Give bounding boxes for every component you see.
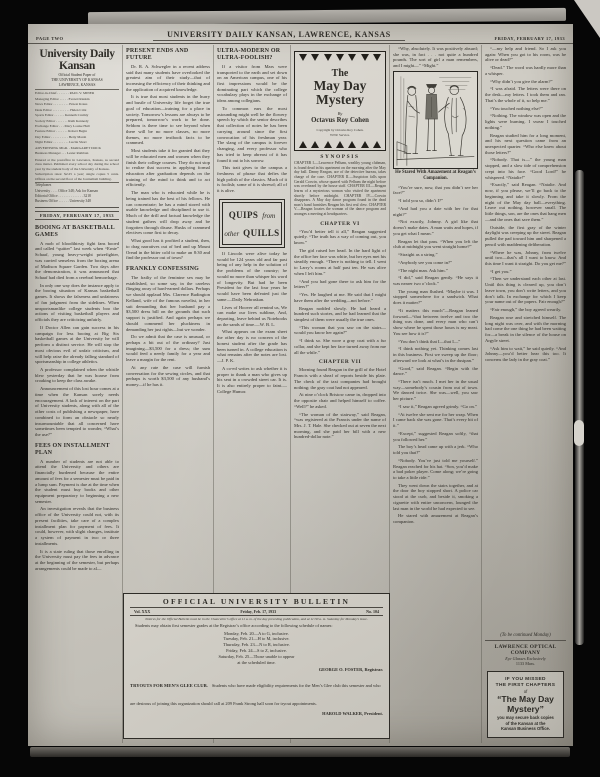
fineprint-line: Entered at the postoffice in Lawrence, Kansas, as second class matter. Published every school day during the school year by the student body of the University of Kansas. bbox=[35, 157, 119, 171]
serial-byline-label: By bbox=[337, 111, 343, 117]
masthead-fineprint bbox=[35, 158, 119, 182]
ad-serial-title: “The May Day Mystery” bbox=[497, 694, 554, 714]
staff-line: Feature Editor . . . . . . . Robert Begin bbox=[35, 129, 88, 134]
story-paragraph: “And had you a date with her for that night?” bbox=[393, 205, 478, 217]
staff-line: ADVERTISING MGR. . MARGARET DOCK bbox=[35, 145, 102, 150]
telephone-block bbox=[35, 182, 119, 205]
registrar-signature: GEORGE O. FOSTER, Registrar. bbox=[318, 667, 383, 673]
editorial-paragraph: It is a state ruling that those enrolling in the University must pay the fees in advance at the beginning of the semester, but perhaps arrangements could be made to al— bbox=[35, 548, 119, 571]
story-paragraph: Reagan rose and stretched himself. The long night was over, and with the morning had come the one thing he had been waiting for—a break in the silence of the house on Argyle street. bbox=[485, 314, 566, 343]
editorial-body bbox=[217, 64, 287, 194]
story-paragraph: “Where he was, Johnny, from twelve until two—that’s all I want to know. And this time I want it straight. Do you get me?” bbox=[485, 249, 566, 266]
story-paragraph: “I saw it,” Reagan agreed grimly. “Go on.” bbox=[398, 403, 478, 409]
editorial-paragraph: At any rate the case will furnish conversation for the sewing circles, and that perhaps is worth $3,500 of any husband’s money—if he has it. bbox=[126, 364, 210, 388]
staff-line: Sports Editor . . . . . . Kenneth Crumly bbox=[35, 113, 89, 118]
glee-club-text: Students who have made eligibility requirements for the Men’s Glee club this semester and who are desirous of joining this organization should call at 209 Frank Strong hall soon for tryout appointments. bbox=[130, 683, 381, 707]
story-paragraph: “Yes. He laughed at me. He said that I might have them after the wedding—not before.” bbox=[294, 292, 386, 303]
bulletin-number: No. 104 bbox=[366, 609, 379, 614]
story-paragraph: “I told you so, didn’t I?” bbox=[398, 198, 444, 204]
issue-date: FRIDAY, FEBRUARY 17, 1933 bbox=[494, 36, 565, 41]
story-paragraph: “Exactly,” said Reagan. “Natalie. And now, if you please, we’ll go back to the beginning and take it slowly. From the night of the May day ball—everything. Leave out nothing, however small. The little things, son, are the ones that hang men—and the ones that save them.” bbox=[485, 182, 566, 222]
phone-line: University . . . . Office 348; Ask for Kansan bbox=[35, 188, 98, 193]
story-text bbox=[294, 367, 386, 440]
editorial-paragraph: Announcement of this lost hour comes at a time when the Kansan sorely needs encouragement. A lack of interest on the part of University students, along with all of the other costs of publishing a newspaper, have combined to form an obstacle so nearly insurmountable that all concerned have sometimes been tempted to wonder, “What’s the use?” bbox=[35, 386, 119, 438]
fineprint-line: Subscription rates: $2.25 a year; single copies 5 cents. Offices on the second floor of the Journalism building. bbox=[35, 172, 119, 181]
chapter-heading: CHAPTER VII bbox=[318, 359, 362, 366]
continued-notice: (To be continued Monday) bbox=[500, 632, 551, 638]
story-paragraph: “I think so. She wore a gray coat with a fur collar, and she kept her face turned away from me all the while.” bbox=[294, 338, 386, 355]
editorial-paragraph: Dr. R. A. Schwegler in a recent address said that many students have overlooked the greatest aim of their study—that of increasing the efficiency of their thinking and the application of acquired knowledge. bbox=[126, 63, 210, 92]
story-paragraph: “Nobody. That is—” the young man stopped, and a slow tide of comprehension crept into his face. “Good Lord!” he whispered. “Natalie!” bbox=[485, 157, 566, 180]
ad-line: IF YOU MISSED bbox=[505, 676, 546, 682]
story-paragraph: Reagan nodded slowly. He had heard a hundred such stories, and he had learned that the simplest of them were usually the true ones. bbox=[294, 305, 386, 322]
running-header bbox=[28, 24, 573, 44]
triangle-border-bottom bbox=[295, 139, 385, 150]
quips-title-word: QUIPS bbox=[228, 209, 259, 220]
story-paragraph: At nine o’clock Bristow came in, dropped into the opposite chair and helped himself to coffee. “Well?” he asked. bbox=[294, 392, 386, 409]
staff-roster bbox=[35, 89, 119, 156]
story-paragraph: “Not exactly, Johnny. A girl like that doesn’t make dates. A man waits and hopes, if you get what I mean.” bbox=[393, 219, 478, 236]
serial-title-line: The bbox=[331, 68, 349, 79]
phone-line: Telephones bbox=[35, 183, 52, 188]
editorial-paragraph: An investigation reveals that the business office of the University could not, with its present facilities, take care of a complex installment plan for payment of fees. It could, however, with slight changes, institute a system of payment in two or three installments. bbox=[35, 506, 119, 546]
bulletin-note: Notices for the Official Bulletin must be in the Chancellor’s office at 11 a. m. of the day preceding publication, and at 11:30 a. m. Saturday for Monday’s issue. bbox=[145, 617, 368, 621]
editorial-body bbox=[126, 64, 210, 261]
story-paragraph: They went down the stairs together, and at the door the boy stopped short. A police car stood at the curb, and beside it, smoking a cigarette with entire unconcern, lounged the last man in the world he had expected to see. bbox=[393, 482, 478, 511]
chapter-heading: CHAPTER VI bbox=[320, 220, 360, 227]
serial-title-line: May Day bbox=[313, 78, 367, 93]
editorial-paragraph: Most students take it for granted that they will be educated men and women when they finish their college courses. They do not stop to realize that success in applying formal education after graduation depends on the training of the mind to think and to act efficiently. bbox=[126, 148, 210, 188]
paper-bottom-curl bbox=[30, 747, 570, 757]
quip-paragraph: Lives of Hoover all remind us, We can make our lives sublime, And, departing, leave behind us Notebooks on the sands of time.—W. B. L. bbox=[217, 304, 287, 327]
newspaper-page bbox=[28, 24, 573, 746]
story-paragraph: “Why, absolutely. It was positively absurd; she was, in fact . . . not quite a hundred pounds. The sort of girl a man remembers, and I might—” “Might.” bbox=[393, 46, 478, 69]
story-paragraph: “Ask him to wait,” he said quietly. “And Johnny—you’d better hear this too. It concerns the lady in the gray coat.” bbox=[485, 345, 566, 362]
quips-box-inner bbox=[222, 202, 282, 245]
staff-line: Managing Editor . . . . . Everett Rankin bbox=[35, 96, 90, 101]
serial-promo-box bbox=[294, 51, 386, 151]
quips-title-word: other bbox=[224, 229, 240, 238]
story-paragraph: “The night man. Ask him.” bbox=[398, 267, 448, 273]
masthead-subtitle-line: Official Student Paper of bbox=[58, 73, 96, 77]
quip-items bbox=[217, 251, 287, 395]
quip-paragraph: What appears on the exam sheet the other day is no concern of the honest student after the grade has been turned in. A college education is what remains after the notes are lost.—J. P. K. bbox=[217, 329, 287, 364]
paper-top-curl bbox=[88, 8, 566, 25]
bulletin-date: Friday, Feb. 17, 1933 bbox=[240, 609, 277, 614]
story-paragraph: “This woman that you saw on the stairs—would you know her again?” bbox=[294, 324, 386, 336]
column-6-serial-end-ads bbox=[481, 45, 569, 743]
editorial-paragraph: If a visitor from Mars were transported to the earth and set down on an American campus, one of his first impressions would be the dominating part which the college vocabulary plays in the exchange of ideas among collegians. bbox=[217, 63, 287, 104]
staff-line: Society Editor . . . . . . . Ruth Kennedy bbox=[35, 118, 89, 123]
optical-company-ad bbox=[485, 640, 566, 666]
serial-copyright: Copyright by Octavus Roy Cohen. WNU Service. bbox=[316, 128, 364, 137]
masthead-title: University Daily Kansan bbox=[39, 48, 115, 72]
editorial-paragraph: Do we admit that the case is unusual, or perhaps a bit out of the ordinary? Just imagining—$3,500 for a dress; the sum would feed a needy family for a year and leave a margin for the rent. bbox=[126, 334, 210, 363]
editorial-paragraph: What good has it profited a student, then, to drag narratives out of bed and up Mount Oread in the bitter cold to make an 8:30 and find the professor out of town? bbox=[126, 238, 210, 261]
paper-right-edge bbox=[575, 170, 584, 645]
masthead-subtitle-line: THE UNIVERSITY OF KANSAS bbox=[51, 77, 103, 82]
story-paragraph: “The woman of the stairway,” said Reagan, “was registered at the Francis under the name of Mrs. J. T. Hale. She checked out at seven the next morning, and she paid her bill with a new hundred-dollar note.” bbox=[294, 411, 386, 440]
schedule-line: Monday, Feb. 20—A to G, inclusive. bbox=[224, 630, 289, 636]
staff-line: Desk Editor . . . . . . . . . . Helen Critz bbox=[35, 107, 87, 112]
story-paragraph: “Fair enough,” the boy agreed wearily. bbox=[490, 307, 562, 313]
synopsis-heading: SYNOPSIS bbox=[320, 154, 360, 161]
story-paragraph: “I was afraid. The letters were there on the desk—my letters. I took them and ran. That’s the whole of it, so help me.” bbox=[485, 86, 566, 103]
story-text bbox=[393, 185, 478, 525]
staff-line: Business Manager . . . Lester Rathbun bbox=[35, 151, 89, 156]
bulletin-grades-intro: Students may obtain first semester grades at the Registrar’s office according to the following schedule of names: bbox=[135, 623, 333, 628]
bulletin-volume-line bbox=[130, 608, 383, 616]
paper-title: UNIVERSITY DAILY KANSAN, LAWRENCE, KANSAS bbox=[153, 30, 405, 41]
official-bulletin-box bbox=[123, 593, 390, 739]
editorial-headline: FRANKLY CONFESSING bbox=[126, 266, 200, 273]
story-paragraph: “You’d better tell it all,” Reagan suggested quietly. “The truth has a way of coming out, you know.” bbox=[294, 228, 386, 246]
glee-club-heading: TRYOUTS FOR MEN’S GLEE CLUB. bbox=[130, 683, 208, 689]
editorial-body bbox=[35, 459, 119, 572]
story-paragraph: The girl raised her head. In the hard light of the office her face was white, but her eyes met his steadily enough. “There is nothing to tell. I went to Larry’s rooms at half past ten. He was alive when I left him.” bbox=[294, 247, 386, 276]
quips-box bbox=[219, 199, 285, 248]
serial-author: Octavus Roy Cohen bbox=[311, 117, 369, 125]
serial-title-line: Mystery bbox=[316, 92, 364, 108]
grades-schedule bbox=[130, 631, 383, 667]
ad-line: of the Kansan at the bbox=[505, 720, 546, 726]
story-paragraph: “Straight as a string.” bbox=[398, 252, 438, 258]
phone-line: Business Office . . . . . . University 348 bbox=[35, 199, 91, 204]
illustration-caption: He Stared With Amazement at Reagan’s Companion. bbox=[395, 169, 476, 181]
story-paragraph: “I think nothing yet. Thinking comes last in this business. First we sweep up the floor; afterward we look at what’s in the dustpan.” bbox=[393, 346, 478, 363]
quips-title-word: QUILLS bbox=[243, 227, 280, 238]
staff-line: Exchange Editor . . . Mary Louise Hull bbox=[35, 123, 90, 128]
editorial-paragraph: This trait gives to the campus a freshness of phrase that defies the high polish of the classics. Much of it is foolish; some of it is shrewd; all of it is alive. bbox=[217, 165, 287, 194]
story-text bbox=[485, 46, 566, 630]
story-paragraph: “Anybody see you come in?” bbox=[398, 259, 453, 265]
editorial-headline: BOOING AT BASKETBALL GAMES bbox=[35, 224, 115, 238]
story-paragraph: “Why didn’t you give the alarm?” bbox=[490, 78, 553, 84]
story-paragraph: “Except,” suggested Reagan softly, “that you followed her.” bbox=[393, 430, 478, 442]
story-paragraph: Reagan let that pass. “When you left the club at midnight you went straight home?” bbox=[393, 238, 478, 250]
editorial-paragraph: It is true that most students in the hurry and bustle of University life forget the true goal of education—training for a place in society. Tomorrow’s lessons are always to be prepared, tomorrow’s work to be done. Seldom is there time to see beyond when there will be no more classes, no more themes, no more textbook facts to be crammed. bbox=[126, 94, 210, 146]
president-signature: HAROLD WALKER, President. bbox=[322, 711, 383, 717]
ad-tagline: Eye Glasses Exclusively bbox=[505, 655, 546, 661]
story-paragraph: He stared with amazement at Reagan’s companion. bbox=[393, 513, 478, 525]
column-1-editorial-masthead bbox=[32, 45, 122, 743]
triangle-border-top bbox=[295, 52, 385, 63]
schedule-line: Saturday, Feb. 25—Those unable to appear bbox=[218, 654, 295, 660]
editorial-headline: ULTRA-MODERN OR ULTRA-FOOLISH? bbox=[217, 48, 281, 61]
editorial-paragraph: A mob of bloodthirsty fight fans booed and called “quitter” last week when “Ernie” Schaaf, young heavy-weight prizefighter, was carried senseless from the boxing arena of Madison Square Garden. Two days after the demonstration, it was announced that Schaaf had died from a cerebral hemorrhage. bbox=[35, 240, 119, 280]
story-paragraph: “At twelve she sent me for her wrap. When I came back she was gone. That’s every bit of it.” bbox=[393, 411, 478, 429]
schedule-line: Thursday, Feb. 23—N to R, inclusive. bbox=[223, 642, 290, 648]
masthead-subtitle bbox=[35, 73, 119, 87]
ad-address: 1133 Mass. bbox=[515, 660, 536, 666]
editorial-paragraph: A professor complained when the whistle blew yesterday that he was hoarse from croaking to keep the class awake. bbox=[35, 367, 119, 384]
ad-line: Kansan Business Office. bbox=[500, 726, 551, 732]
ad-line: of bbox=[523, 689, 528, 695]
story-paragraph: The boy’s head came up with a jerk. “Who told you that?” bbox=[393, 444, 478, 456]
story-text bbox=[294, 229, 386, 356]
story-paragraph: “You touched nothing else?” bbox=[490, 105, 543, 111]
story-paragraph: “You don’t think that I—that I—” bbox=[398, 338, 461, 344]
masthead-box bbox=[35, 48, 119, 208]
editorial-paragraph: The man who is educated while he is being trained has the best of his fellows. He can concentrate; he has a mind stored with usable knowledge and disciplined to use it. Much of the drill and factual knowledge the student gathers will drop away and be forgotten through disuse. Husks of crammed electives come first to decay. bbox=[126, 190, 210, 236]
staff-line: Editor-in-Chief . . . . . . . PAUL V. MINER bbox=[35, 91, 95, 96]
story-paragraph: Outside, the first gray of the winter daylight was creeping up the street. Reagan pulled the pad toward him and sharpened a pencil with maddening deliberation. bbox=[485, 224, 566, 247]
schedule-line: Friday, Feb. 24—S to Z, inclusive. bbox=[226, 648, 287, 654]
editorial-dateline: FRIDAY, FEBRUARY 17, 1933 bbox=[35, 211, 119, 220]
editorial-body bbox=[126, 275, 210, 388]
editorial-paragraph: In only one way does the instance apply to the booing situation of Kansas basketball games. It shows the falseness and unfairness of fan judgment from the sidelines. When unsportsmanlike college students boo the actions of visiting basketball players and officials they are criticizing unfairly. bbox=[35, 282, 119, 323]
photo-corner-highlight bbox=[574, 0, 600, 38]
editorial-headline: PRESENT ENDS AND FUTURE bbox=[126, 48, 189, 61]
story-paragraph: Reagan studied him for a long moment, and his next question came from an unexpected quarter. “Who else knew about those letters?” bbox=[485, 132, 566, 155]
story-paragraph: “Nobody. You’ve just told me yourself.” Reagan reached for his hat. “Son, you’d make a bad poker player. Come along; we’re going to take a little ride.” bbox=[393, 457, 478, 480]
quip-paragraph: A co-ed writes to ask whether it is proper to thank a man who gives up his seat in a crowded street car. It is. It is also entirely proper to faint.—College Humor. bbox=[217, 365, 287, 394]
schedule-line: at the scheduled time. bbox=[237, 660, 276, 666]
staff-line: Day Editor . . . . . . . . . . Betty Marsh bbox=[35, 134, 87, 139]
paper-edge-clip bbox=[574, 420, 584, 446]
synopsis-text: CHAPTER I.—Lawrence Pelham, wealthy young clubman, is found dead in his apartment on the morning after the May day ball. Danny Reagan, ace of the detective bureau, takes charge of the case. CHAPTER II.—Suspicion falls upon Gerald Corwin, whose quarrel with Pelham the night before was overheard by the house staff. CHAPTER III.—Reagan learns of a mysterious woman who visited the apartment shortly before midnight. CHAPTER IV.—Corwin disappears. A May day dance program found in the dead man’s hand furnishes Reagan his first real clew. CHAPTER V.—Reagan locates the woman of the dance program and arranges a meeting at headquarters. bbox=[294, 161, 386, 217]
masthead-subtitle-line: LAWRENCE, KANSAS bbox=[58, 82, 96, 87]
bulletin-volume: Vol. XXX bbox=[134, 609, 151, 614]
quip-paragraph: If Lincoln were alive today he would be 124 years old and far past being of any help in the solution of the problems of the country; he would no more than whisper his word of longevity. But had he been President for the last four years he would have been defeated just the same.—Daily Nebraskan. bbox=[217, 250, 287, 302]
advertiser-name: LAWRENCE OPTICAL COMPANY bbox=[494, 643, 557, 656]
story-illustration bbox=[393, 71, 478, 169]
editorial-paragraph: To common ears the most astounding might well be the flowery speech by which the senior describes that collection of notes he has been carrying around since the first convocation of his freshman year. The slang of the campus is forever changing, and every professor who has tried to keep abreast of it has found it out to his sorrow. bbox=[217, 105, 287, 163]
ad-line: THE FIRST CHAPTERS bbox=[495, 682, 556, 688]
story-paragraph: “Nothing. The window was open and the lights were burning. I swear I touched nothing.” bbox=[485, 113, 566, 130]
illustration-drawing bbox=[394, 72, 477, 168]
editorial-headline: FEES ON INSTALLMENT PLAN bbox=[35, 442, 110, 456]
story-paragraph: Morning found Reagan in the grill of the Hotel Francis with a sheaf of reports beside his plate. The check of the taxi companies had brought nothing; the gray coat had not appeared. bbox=[294, 367, 386, 390]
story-paragraph: “—my help and friend. So I ask you again: When you got to his room, was he alive or dead?” bbox=[485, 46, 566, 63]
story-paragraph: “I did,” said Reagan gently. “He says it was nearer two o’clock.” bbox=[393, 275, 478, 286]
phone-line: Editorial Office . . . . . . . . . . . . . . 3218 bbox=[35, 194, 91, 199]
staff-line: Night Editor . . . . . . . . . Lucile Short bbox=[35, 140, 87, 145]
back-copies-ad bbox=[487, 671, 564, 738]
quips-title-word: from bbox=[262, 211, 276, 220]
editorial-paragraph: A number of students are not able to attend the University and others are financially burdened because the entire amount of fees for a semester must be paid in a lump sum. Payment is due at the time when the student must buy books and other equipment preparatory to beginning a new semester. bbox=[35, 458, 119, 504]
editorial-paragraph: If Doctor Allen can gain success in his campaign for less booing at Big Six basketball games at the University he will perform a distinct service. He will stop the most obvious evil of unfair criticism, and will help raise the already falling standard of sportsmanship in college athletics. bbox=[35, 324, 119, 365]
story-paragraph: “I get you.” bbox=[490, 268, 512, 274]
schedule-line: Tuesday, Feb. 21—H to M, inclusive. bbox=[223, 636, 290, 642]
story-paragraph: “And you had gone there to ask him for the letters?” bbox=[294, 278, 386, 290]
editorial-paragraph: The frailty of the feminine sex may be established, so some say, in the careless flinging away of hard-earned dollars. Perhaps we should applaud Mrs. Clarence Budington Kelland, wife of the famous novelist, in her suit demanding that her husband pay a $3,500 dress bill on the grounds that such support is justified. And again perhaps we should commend her pluckiness in demanding her just rights—but we wonder. bbox=[126, 274, 210, 332]
story-paragraph: “It matters this much”—Reagan leaned forward—“that between twelve and two the thing was done, and every man who can’t show where he spent those hours is my meat. You see how it is?” bbox=[393, 307, 478, 336]
column-5-serial-illustration bbox=[389, 45, 481, 743]
story-paragraph: The young man flushed. “Maybe it was. I stopped somewhere for a sandwich. What does it matter?” bbox=[393, 288, 478, 306]
story-paragraph: “Then we understand each other at last. Until this thing is cleared up, you don’t leave town, you don’t write letters, and you don’t talk. In exchange for which I keep your name out of the papers. Fair enough?” bbox=[485, 276, 566, 305]
story-paragraph: “Dead.” The word was hardly more than a whisper. bbox=[485, 65, 566, 76]
story-text bbox=[393, 46, 478, 69]
ad-line: you may secure back copies bbox=[497, 714, 554, 720]
story-paragraph: “There isn’t much. I met her in the usual way—somebody’s cousin from out of town. We danced twice. She was—well, you saw her picture.” bbox=[393, 378, 478, 402]
editorial-body bbox=[35, 241, 119, 438]
bulletin-title: OFFICIAL UNIVERSITY BULLETIN bbox=[130, 597, 383, 608]
story-paragraph: “Good,” said Reagan. “Begin with the dance.” bbox=[393, 365, 478, 377]
staff-line: News Editor . . . . . . . . . Ernest Kraus bbox=[35, 102, 88, 107]
story-paragraph: “You’re sure, now, that you didn’t see her face?” bbox=[393, 184, 478, 196]
page-number-label: PAGE TWO bbox=[36, 36, 64, 41]
